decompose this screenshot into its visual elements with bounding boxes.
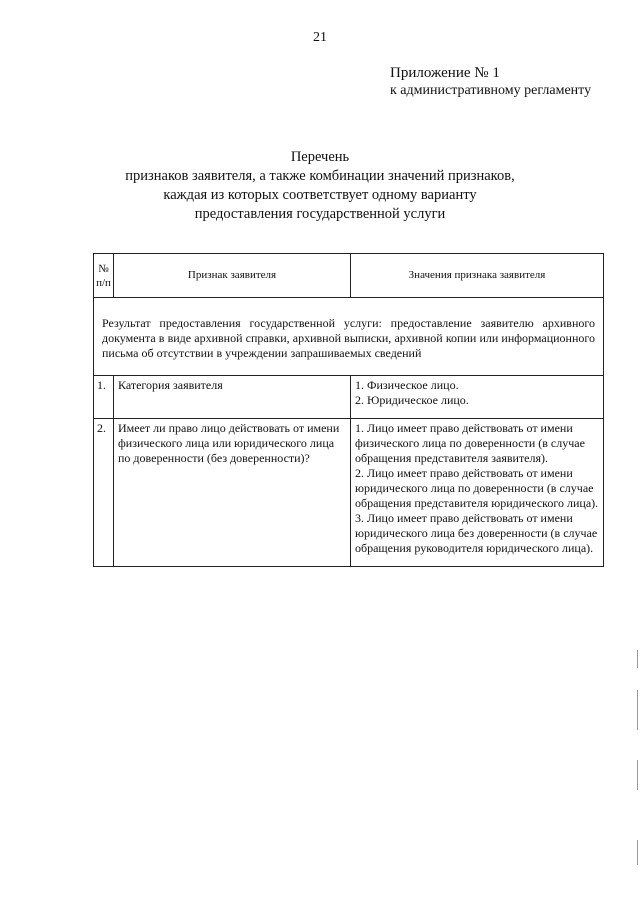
value-item: 2. Лицо имеет право действовать от имени юридического лица по доверенности (в случае обращения представителя юридического лица).	[355, 466, 599, 510]
heading-line-3: каждая из которых соответствует одному варианту	[163, 187, 477, 203]
appendix-subtitle: к административному регламенту	[390, 83, 592, 98]
table-header-row	[94, 254, 604, 298]
scan-artifact	[637, 760, 638, 790]
heading-line-4: предоставления государственной услуги	[194, 206, 446, 222]
scan-artifact	[637, 650, 638, 668]
row-num: 1.	[94, 376, 114, 419]
heading-line-1: Перечень	[290, 149, 350, 165]
row-values	[351, 376, 604, 419]
header-attribute: Признак заявителя	[114, 254, 351, 298]
value-item: 1. Лицо имеет право действовать от имени физического лица по доверенности (в случае обращения представителя заявителя).	[355, 421, 585, 465]
scan-artifact	[637, 840, 638, 865]
criteria-table	[93, 253, 604, 567]
table-row	[94, 376, 604, 419]
scan-artifact	[637, 690, 638, 730]
table-row	[94, 419, 604, 567]
page-number: 21	[313, 30, 327, 45]
appendix-label	[390, 64, 591, 100]
appendix-title: Приложение № 1	[390, 65, 500, 81]
row-attribute: Имеет ли право лицо действовать от имени физического лица или юридического лица по доверенности (без доверенности)?	[114, 419, 351, 567]
value-item: 1. Физическое лицо.	[355, 378, 459, 392]
document-heading	[0, 148, 640, 224]
row-values	[351, 419, 604, 567]
value-item: 3. Лицо имеет право действовать от имени юридического лица без доверенности (в случае обращения руководителя юридического лица).	[355, 511, 598, 555]
header-values: Значения признака заявителя	[351, 254, 604, 298]
result-text: Результат предоставления государственной услуги: предоставление заявителю архивного документа в виде архивной справки, архивной выписки, архивной копии или информационного письма об отсутствии в учреждении запрашиваемых сведений	[94, 298, 604, 376]
header-num: № п/п	[94, 254, 114, 298]
row-attribute: Категория заявителя	[114, 376, 351, 419]
heading-line-2: признаков заявителя, а также комбинации значений признаков,	[125, 168, 515, 184]
row-num: 2.	[94, 419, 114, 567]
result-row	[94, 298, 604, 376]
value-item: 2. Юридическое лицо.	[355, 393, 469, 407]
